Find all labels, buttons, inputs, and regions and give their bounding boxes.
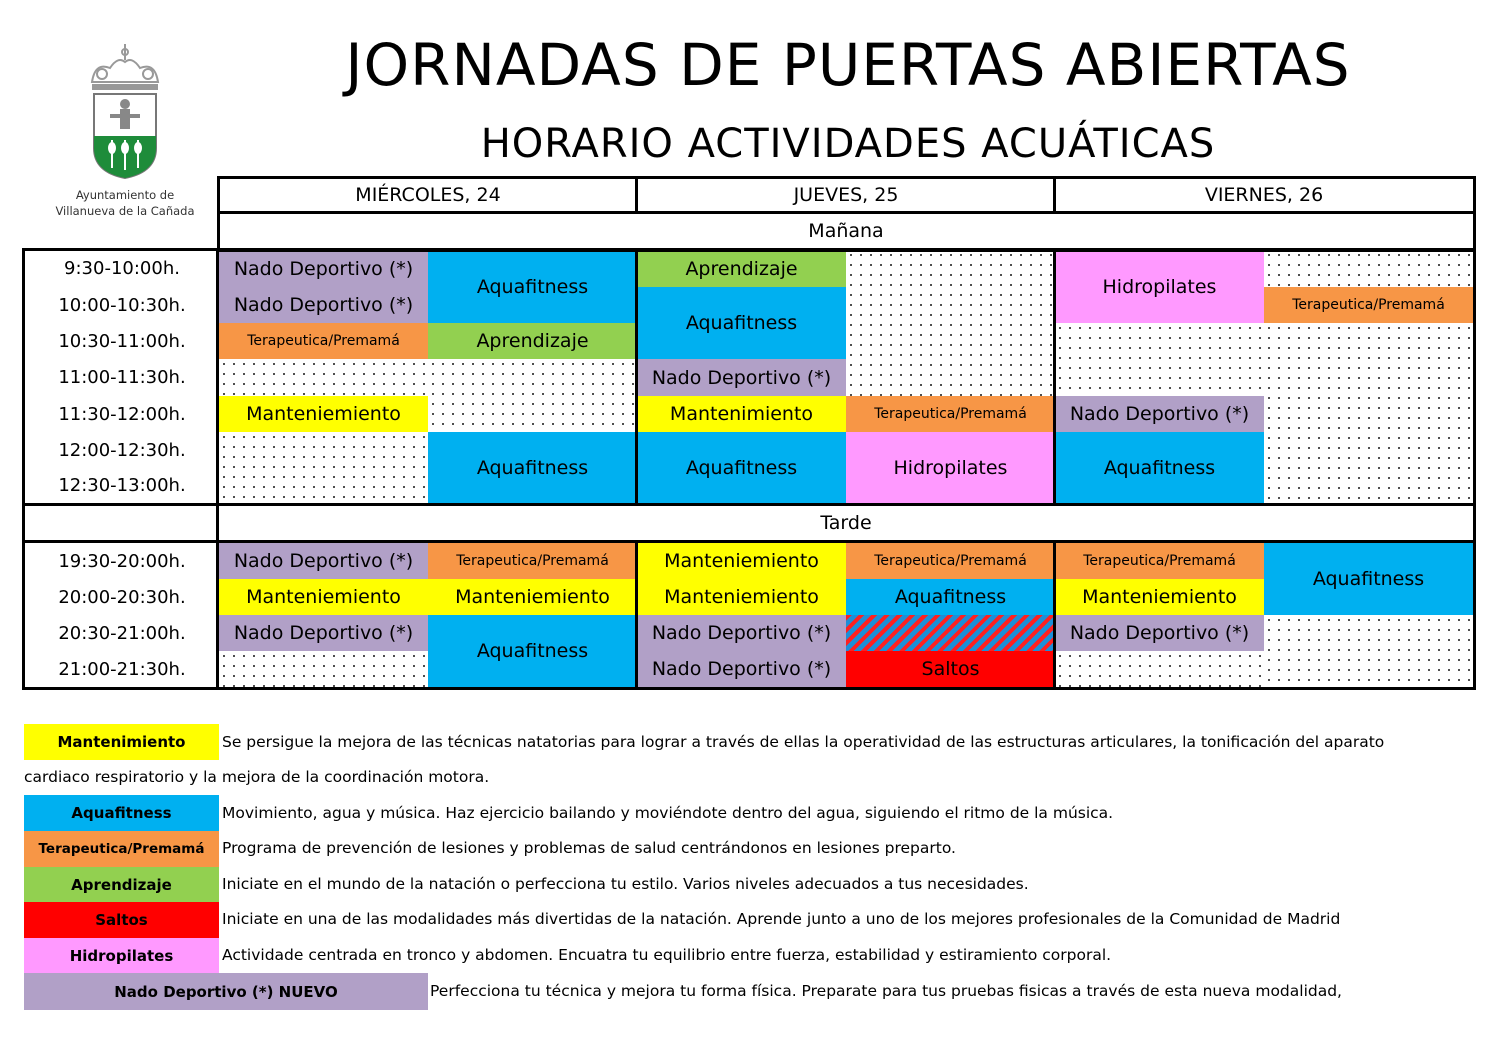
activity-aquafitness: Aquafitness xyxy=(637,287,846,359)
activity-aquafitness: Aquafitness xyxy=(1264,543,1473,615)
legend-text-nado-deportivo: Perfecciona tu técnica y mejora tu forma física. Preparate para tus pruebas fisicas a través de esta nueva modalidad, xyxy=(430,982,1342,1000)
time-slot: 10:00-10:30h. xyxy=(58,294,186,316)
divider xyxy=(635,540,638,690)
day-header-thursday: JUEVES, 25 xyxy=(793,184,899,206)
activity-nado-deportivo: Nado Deportivo (*) xyxy=(219,543,428,579)
empty-slot xyxy=(219,359,428,396)
empty-slot xyxy=(1055,651,1264,687)
divider xyxy=(635,176,638,214)
activity-nado-deportivo: Nado Deportivo (*) xyxy=(219,250,428,287)
activity-nado-deportivo: Nado Deportivo (*) xyxy=(219,287,428,323)
coat-of-arms-icon xyxy=(40,40,210,185)
legend-label-aprendizaje: Aprendizaje xyxy=(24,867,219,903)
empty-slot xyxy=(219,651,428,687)
activity-saltos: Saltos xyxy=(846,651,1055,687)
mixed-slot-hatched xyxy=(846,615,1055,651)
day-header-friday: VIERNES, 26 xyxy=(1204,184,1324,206)
session-afternoon-label: Tarde xyxy=(820,512,872,534)
page-title: JORNADAS DE PUERTAS ABIERTAS xyxy=(345,31,1351,99)
divider xyxy=(216,503,219,543)
legend-text-saltos: Iniciate en una de las modalidades más divertidas de la natación. Aprende junto a uno de los mejores profesionales de la Comunidad de Madrid xyxy=(222,910,1341,928)
activity-mantenimiento: Manteniemiento xyxy=(428,579,637,615)
time-slot: 10:30-11:00h. xyxy=(58,330,186,352)
municipal-logo xyxy=(40,40,210,220)
empty-slot xyxy=(219,432,428,503)
time-slot: 11:00-11:30h. xyxy=(58,367,186,388)
empty-slot xyxy=(846,250,1055,396)
activity-nado-deportivo: Nado Deportivo (*) xyxy=(637,359,846,396)
activity-nado-deportivo: Nado Deportivo (*) xyxy=(1055,396,1264,432)
legend-label-nado-deportivo: Nado Deportivo (*) NUEVO xyxy=(24,973,428,1010)
activity-terapeutica: Terapeutica/Premamá xyxy=(846,543,1055,579)
time-slot: 21:00-21:30h. xyxy=(58,658,186,680)
divider xyxy=(1053,176,1056,214)
activity-hidropilates: Hidropilates xyxy=(846,432,1055,503)
activity-aquafitness: Aquafitness xyxy=(846,579,1055,615)
activity-aprendizaje: Aprendizaje xyxy=(428,323,637,359)
time-slot: 20:30-21:00h. xyxy=(58,622,186,644)
legend-text-aquafitness: Movimiento, agua y música. Haz ejercicio bailando y moviéndote dentro del agua, siguiendo el ritmo de la música. xyxy=(222,804,1114,822)
activity-aprendizaje: Aprendizaje xyxy=(637,250,846,287)
empty-slot xyxy=(1264,250,1473,287)
activity-hidropilates: Hidropilates xyxy=(1055,250,1264,323)
org-name-line1: Ayuntamiento de xyxy=(75,188,175,202)
page-subtitle: HORARIO ACTIVIDADES ACUÁTICAS xyxy=(480,121,1216,167)
legend-label-saltos: Saltos xyxy=(24,902,219,938)
activity-mantenimiento: Mantenimiento xyxy=(637,396,846,432)
activity-mantenimiento: Manteniemiento xyxy=(1055,579,1264,615)
activity-nado-deportivo: Nado Deportivo (*) xyxy=(219,615,428,651)
day-header-wednesday: MIÉRCOLES, 24 xyxy=(355,184,501,206)
activity-aquafitness: Aquafitness xyxy=(428,432,637,503)
time-slot: 12:00-12:30h. xyxy=(58,439,186,461)
activity-aquafitness: Aquafitness xyxy=(1055,432,1264,503)
activity-nado-deportivo: Nado Deportivo (*) xyxy=(637,651,846,687)
activity-mantenimiento: Manteniemiento xyxy=(637,579,846,615)
legend-label-mantenimiento: Mantenimiento xyxy=(24,724,219,760)
activity-nado-deportivo: Nado Deportivo (*) xyxy=(1055,615,1264,651)
time-slot: 12:30-13:00h. xyxy=(58,475,186,496)
activity-mantenimiento: Manteniemiento xyxy=(219,579,428,615)
legend-text-mantenimiento-cont: cardiaco respiratorio y la mejora de la coordinación motora. xyxy=(24,768,490,786)
divider xyxy=(1053,248,1056,506)
activity-terapeutica: Terapeutica/Premamá xyxy=(846,396,1055,432)
legend-label-terapeutica: Terapeutica/Premamá xyxy=(24,831,219,867)
activity-mantenimiento: Manteniemiento xyxy=(637,543,846,579)
time-slot: 19:30-20:00h. xyxy=(58,550,186,572)
activity-terapeutica: Terapeutica/Premamá xyxy=(1055,543,1264,579)
activity-mantenimiento: Manteniemiento xyxy=(219,396,428,432)
activity-nado-deportivo: Nado Deportivo (*) xyxy=(637,615,846,651)
activity-terapeutica: Terapeutica/Premamá xyxy=(1264,287,1473,323)
legend-label-hidropilates: Hidropilates xyxy=(24,938,219,974)
legend-text-mantenimiento: Se persigue la mejora de las técnicas natatorias para lograr a través de ellas la operatividad de las estructuras articulares, la tonificación del aparato xyxy=(222,733,1385,751)
empty-slot xyxy=(428,359,637,432)
legend-label-aquafitness: Aquafitness xyxy=(24,795,219,831)
time-slot: 9:30-10:00h. xyxy=(64,258,180,279)
time-slot: 11:30-12:00h. xyxy=(58,403,186,425)
legend-text-hidropilates: Actividade centrada en tronco y abdomen. Encuatra tu equilibrio entre fuerza, estabilidad y estiramiento corporal. xyxy=(222,946,1112,964)
empty-slot xyxy=(1055,323,1264,396)
activity-aquafitness: Aquafitness xyxy=(428,250,637,323)
activity-aquafitness: Aquafitness xyxy=(637,432,846,503)
legend-text-terapeutica: Programa de prevención de lesiones y problemas de salud centrándonos en lesiones preparto. xyxy=(222,839,956,857)
empty-slot xyxy=(1264,615,1473,687)
divider xyxy=(216,248,219,506)
legend-text-aprendizaje: Iniciate en el mundo de la natación o perfecciona tu estilo. Varios niveles adecuados a tus necesidades. xyxy=(222,875,1029,893)
activity-aquafitness: Aquafitness xyxy=(428,615,637,687)
divider xyxy=(216,540,219,690)
session-morning-label: Mañana xyxy=(808,220,884,242)
activity-terapeutica: Terapeutica/Premamá xyxy=(428,543,637,579)
divider xyxy=(1053,540,1056,690)
divider xyxy=(635,248,638,506)
empty-slot xyxy=(1264,323,1473,503)
activity-terapeutica: Terapeutica/Premamá xyxy=(219,323,428,359)
time-slot: 20:00-20:30h. xyxy=(58,586,186,608)
org-name-line2: Villanueva de la Cañada xyxy=(55,204,195,218)
